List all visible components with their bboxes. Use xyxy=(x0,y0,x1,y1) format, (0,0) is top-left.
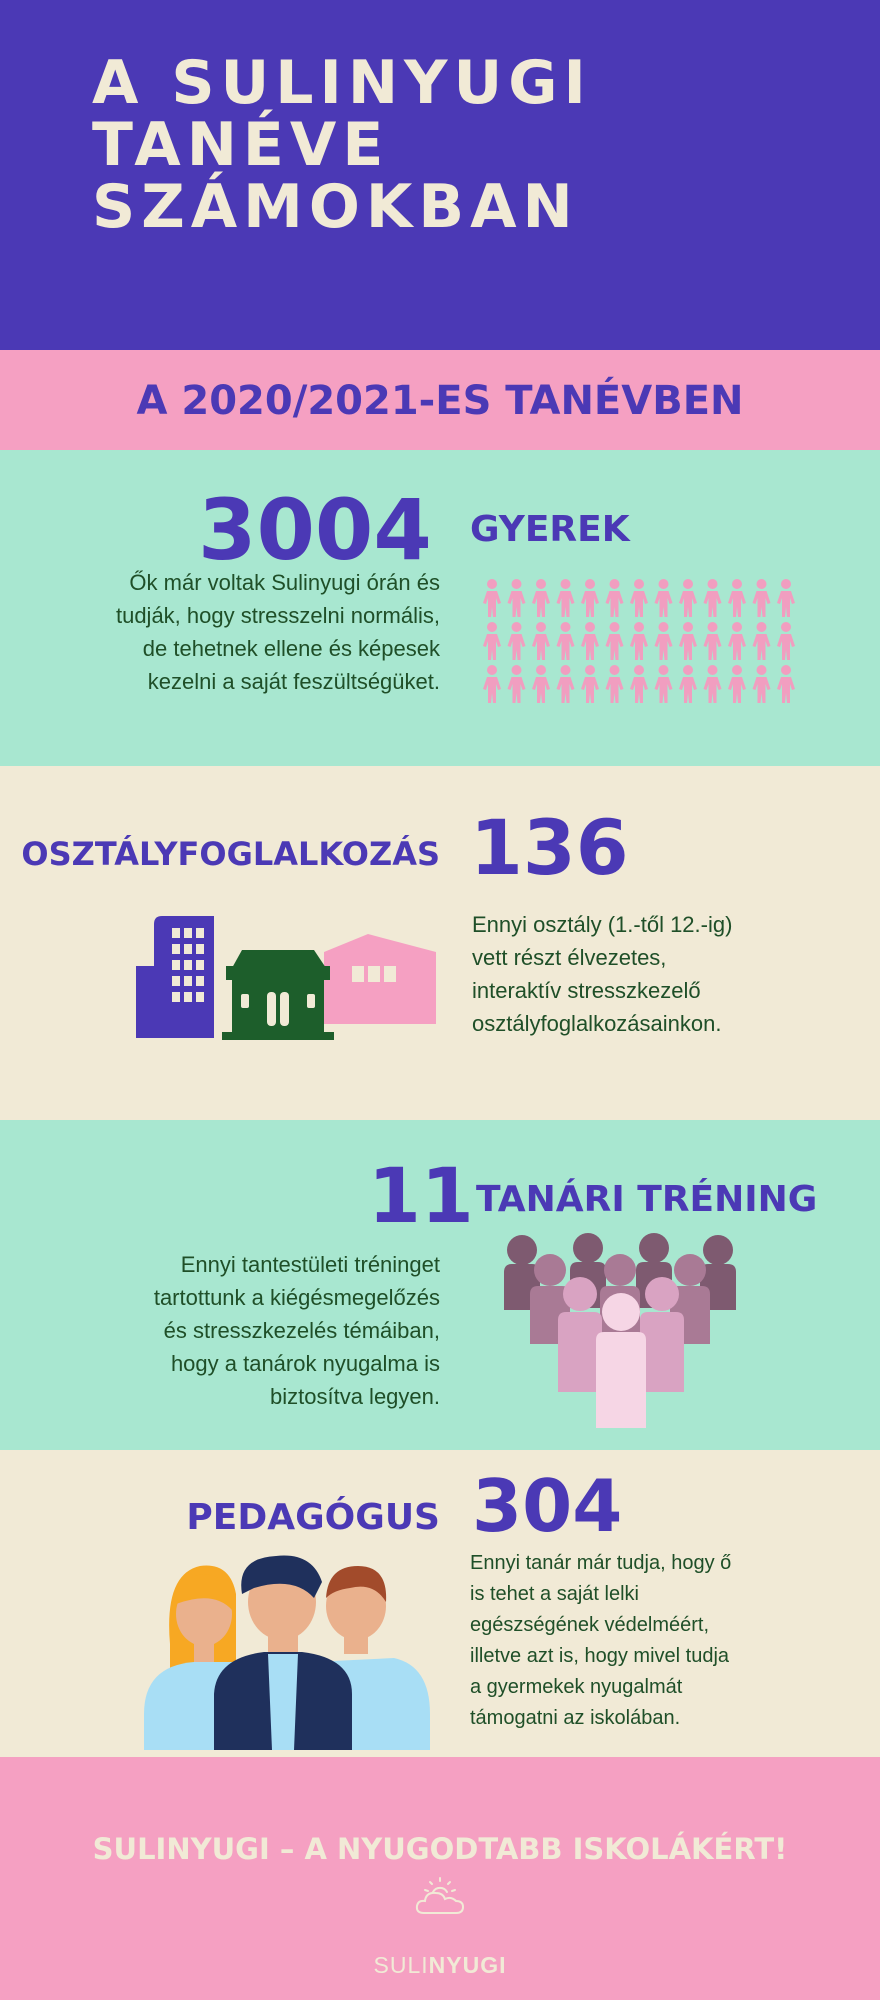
person-icon xyxy=(508,665,526,703)
person-icon xyxy=(655,579,673,617)
description-line: kezelni a saját feszültségüket. xyxy=(147,669,440,694)
description-line: biztosítva legyen. xyxy=(270,1384,440,1409)
person-icon xyxy=(630,579,648,617)
description-line: Ennyi tanár már tudja, hogy ő xyxy=(470,1552,732,1574)
brand-light: SULI xyxy=(373,1952,429,1978)
stat-section-children xyxy=(0,450,880,766)
title-line: A SULINYUGI xyxy=(92,48,592,118)
person-icon xyxy=(679,622,697,660)
stat-description xyxy=(472,908,832,1040)
person-icon xyxy=(728,622,746,660)
person-icon xyxy=(753,622,771,660)
brand-bold: NYUGI xyxy=(428,1952,507,1978)
description-line: egészségének védelméért, xyxy=(470,1614,710,1636)
stat-label: PEDAGÓGUS xyxy=(186,1497,440,1538)
description-line: osztályfoglalkozásainkon. xyxy=(472,1011,722,1036)
person-icon xyxy=(532,665,550,703)
person-icon xyxy=(655,665,673,703)
person-icon xyxy=(532,622,550,660)
stat-section-training xyxy=(0,1120,880,1450)
description-line: a gyermekek nyugalmát xyxy=(470,1676,683,1698)
person-icon xyxy=(532,579,550,617)
person-icon xyxy=(728,579,746,617)
stat-section-teachers xyxy=(0,1450,880,1757)
stat-section-classes xyxy=(0,766,880,1120)
description-line: Ennyi osztály (1.-től 12.-ig) xyxy=(472,912,733,937)
description-line: támogatni az iskolában. xyxy=(470,1707,681,1729)
description-line: Ők már voltak Sulinyugi órán és xyxy=(129,570,440,595)
person-icon xyxy=(728,665,746,703)
footer-brand xyxy=(0,1952,880,1979)
person-icon xyxy=(581,665,599,703)
person-icon xyxy=(606,665,624,703)
description-line: de tehetnek ellene és képesek xyxy=(142,636,440,661)
stat-description xyxy=(40,566,440,698)
footer xyxy=(0,1757,880,2000)
description-line: is tehet a saját lelki xyxy=(470,1583,639,1605)
stat-description xyxy=(40,1248,440,1413)
stat-number: 136 xyxy=(470,803,629,892)
hero-section xyxy=(0,0,880,350)
person-icon xyxy=(655,622,673,660)
person-icon xyxy=(581,579,599,617)
person-icon xyxy=(630,622,648,660)
person-icon xyxy=(704,665,722,703)
description-line: tartottunk a kiégésmegelőzés xyxy=(153,1285,440,1310)
description-line: tudják, hogy stresszelni normális, xyxy=(115,603,440,628)
stat-number: 3004 xyxy=(198,481,432,579)
person-icon xyxy=(679,665,697,703)
person-icon xyxy=(753,665,771,703)
crowd-icon xyxy=(500,1232,745,1432)
person-icon xyxy=(777,579,795,617)
person-icon xyxy=(483,622,501,660)
person-icon xyxy=(483,579,501,617)
year-banner xyxy=(0,350,880,450)
stat-number: 304 xyxy=(472,1464,623,1548)
description-line: illetve azt is, hogy mivel tudja xyxy=(470,1645,730,1667)
cloud-sun-logo-icon xyxy=(414,1877,466,1917)
stat-label: OSZTÁLYFOGLALKOZÁS xyxy=(21,835,440,873)
person-icon xyxy=(753,579,771,617)
person-icon xyxy=(508,622,526,660)
description-line: hogy a tanárok nyugalma is xyxy=(170,1351,440,1376)
person-icon xyxy=(606,579,624,617)
page-title xyxy=(92,48,592,242)
person-icon xyxy=(777,665,795,703)
stat-number: 11 xyxy=(368,1151,474,1240)
description-line: Ennyi tantestületi tréninget xyxy=(180,1252,440,1277)
stat-description xyxy=(470,1548,830,1734)
person-icon xyxy=(777,622,795,660)
person-icon xyxy=(557,622,575,660)
stat-label: TANÁRI TRÉNING xyxy=(476,1179,818,1220)
person-icon xyxy=(581,622,599,660)
people-grid-icon xyxy=(480,575,810,710)
person-icon xyxy=(704,579,722,617)
person-icon xyxy=(557,579,575,617)
school-buildings-icon xyxy=(136,914,441,1044)
stat-label: GYEREK xyxy=(470,509,630,550)
person-icon xyxy=(630,665,648,703)
person-icon xyxy=(557,665,575,703)
description-line: és stresszkezelés témáiban, xyxy=(163,1318,440,1343)
person-icon xyxy=(704,622,722,660)
description-line: interaktív stresszkezelő xyxy=(472,978,701,1003)
title-line: SZÁMOKBAN xyxy=(92,172,579,242)
title-line: TANÉVE xyxy=(92,110,390,180)
person-icon xyxy=(679,579,697,617)
person-icon xyxy=(606,622,624,660)
teachers-icon xyxy=(144,1554,430,1754)
person-icon xyxy=(508,579,526,617)
person-icon xyxy=(483,665,501,703)
description-line: vett részt élvezetes, xyxy=(472,945,667,970)
year-banner-text: A 2020/2021-ES TANÉVBEN xyxy=(136,378,744,424)
footer-slogan: SULINYUGI – A NYUGODTABB ISKOLÁKÉRT! xyxy=(92,1832,788,1866)
